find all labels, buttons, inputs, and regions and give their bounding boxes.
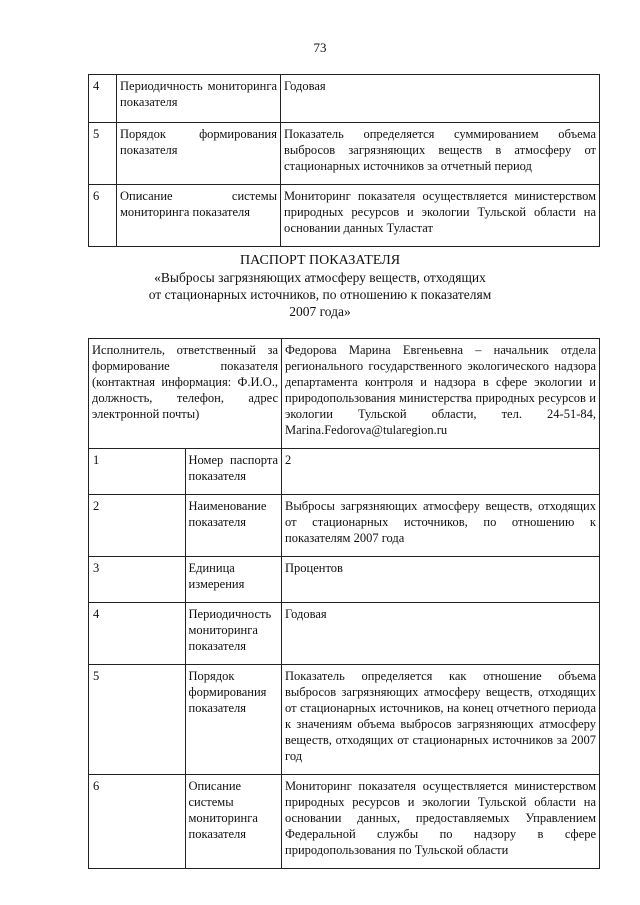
table-row	[89, 557, 600, 603]
row-value: Показатель определяется суммированием объема выбросов загрязняющих веществ в атмосферу от стационарных источников за отчетный период	[281, 123, 600, 185]
row-value: 2	[282, 449, 600, 495]
contact-row	[89, 339, 600, 449]
row-value: Мониторинг показателя осуществляется министерством природных ресурсов и экологии Тульской области на основании данных Туластат	[281, 185, 600, 247]
row-label: Наименование показателя	[185, 495, 282, 557]
row-number: 5	[89, 123, 117, 185]
indicator-table-continued	[88, 74, 600, 247]
contact-label: Исполнитель, ответственный за формирование показателя (контактная информация: Ф.И.О., должность, телефон, адрес электронной почты)	[89, 339, 282, 449]
row-label: Описание системы мониторинга показателя	[185, 775, 282, 869]
contact-value: Федорова Марина Евгеньевна – начальник отдела регионального государственного экологического надзора департамента контроля и надзора в сфере экологии и природопользования министерства природных ресурсов и экологии Тульской области, тел. 24-51-84, Marina.Fedorova@tularegion.ru	[282, 339, 600, 449]
table-row	[89, 449, 600, 495]
row-label: Порядок формирования показателя	[117, 123, 281, 185]
passport-title: ПАСПОРТ ПОКАЗАТЕЛЯ	[239, 253, 401, 268]
row-label: Периодичность мониторинга показателя	[185, 603, 282, 665]
row-number: 4	[89, 603, 186, 665]
row-number: 4	[89, 75, 117, 123]
row-value: Выбросы загрязняющих атмосферу веществ, отходящих от стационарных источников, по отношению к показателям 2007 года	[282, 495, 600, 557]
table-row	[89, 75, 600, 123]
row-value: Мониторинг показателя осуществляется министерством природных ресурсов и экологии Тульской области на основании данных, предоставляемых Управлением Федеральной службы по надзору в сфере природопользования по Тульской области	[282, 775, 600, 869]
table-row	[89, 185, 600, 247]
passport-subtitle-line: от стационарных источников, по отношению к показателям	[148, 287, 492, 302]
table-row	[89, 665, 600, 775]
row-number: 5	[89, 665, 186, 775]
passport-subtitle-line: «Выбросы загрязняющих атмосферу веществ, отходящих	[154, 270, 486, 285]
row-number: 6	[89, 775, 186, 869]
page-number: 73	[313, 40, 327, 55]
row-value: Процентов	[282, 557, 600, 603]
row-label: Порядок формирования показателя	[185, 665, 282, 775]
row-label: Периодичность мониторинга показателя	[117, 75, 281, 123]
row-label: Номер паспорта показателя	[185, 449, 282, 495]
row-number: 1	[89, 449, 186, 495]
row-number: 6	[89, 185, 117, 247]
passport-table	[88, 338, 600, 869]
passport-subtitle	[0, 269, 640, 320]
row-value: Годовая	[281, 75, 600, 123]
row-value: Годовая	[282, 603, 600, 665]
table-row	[89, 123, 600, 185]
table-row	[89, 495, 600, 557]
table-row	[89, 603, 600, 665]
row-number: 3	[89, 557, 186, 603]
table-row	[89, 775, 600, 869]
row-number: 2	[89, 495, 186, 557]
row-value: Показатель определяется как отношение объема выбросов загрязняющих атмосферу веществ, отходящих от стационарных источников, на конец отчетного периода к значениям объема выбросов загрязняющих атмосферу веществ, отходящих от стационарных источников за 2007 год	[282, 665, 600, 775]
row-label: Описание системы мониторинга показателя	[117, 185, 281, 247]
passport-subtitle-line: 2007 года»	[289, 304, 351, 319]
row-label: Единица измерения	[185, 557, 282, 603]
